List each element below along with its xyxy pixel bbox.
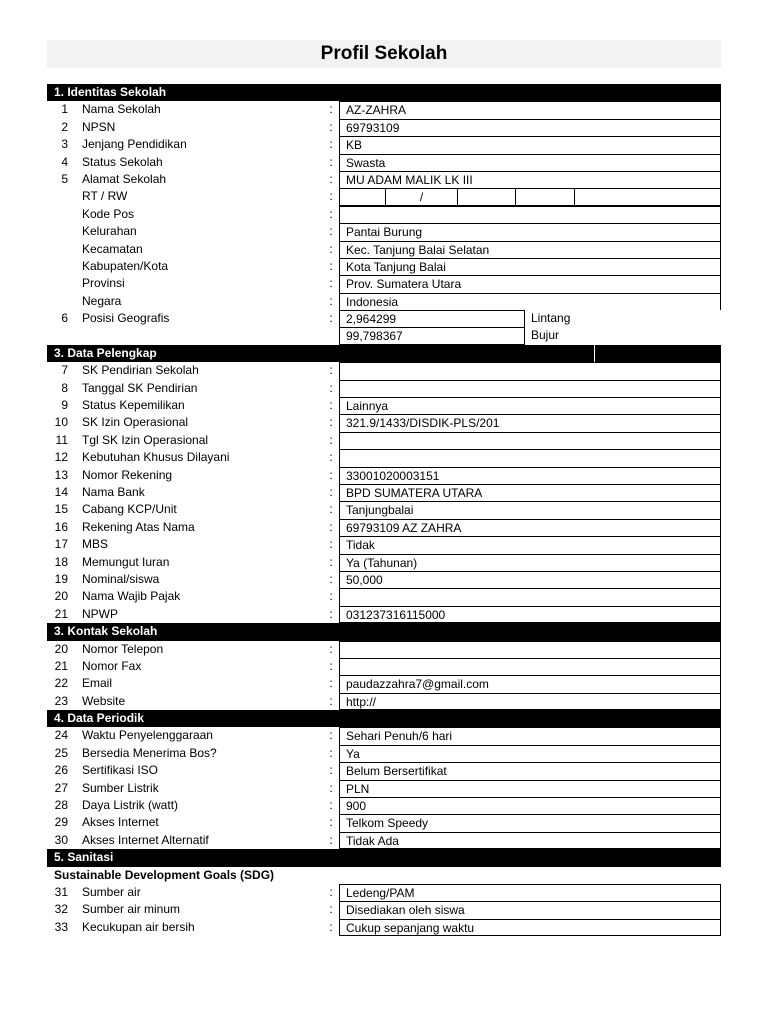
field-separator: : [329, 171, 333, 186]
field-label: Nomor Telepon [82, 641, 164, 656]
field-value [339, 588, 721, 605]
row-number: 21 [54, 658, 68, 673]
field-row [47, 484, 721, 501]
field-value: Indonesia [339, 293, 721, 310]
field-value: 900 [339, 797, 721, 814]
section-title: 3. Kontak Sekolah [54, 624, 158, 639]
field-separator: : [329, 537, 333, 552]
row-number: 30 [54, 832, 68, 847]
field-value: 031237316115000 [339, 606, 721, 623]
field-separator: : [329, 398, 333, 413]
field-value: PLN [339, 780, 721, 797]
field-row [47, 641, 721, 658]
field-row [47, 675, 721, 692]
field-separator: : [329, 432, 333, 447]
field-label: Status Sekolah [82, 154, 163, 169]
rt-rw-cell [515, 188, 574, 205]
field-separator: : [329, 102, 333, 117]
field-value: Ya [339, 745, 721, 762]
section-title: 3. Data Pelengkap [54, 345, 157, 360]
row-number: 27 [54, 780, 68, 795]
field-separator: : [329, 380, 333, 395]
row-end-border [574, 188, 721, 205]
row-number: 12 [54, 450, 68, 465]
field-label: SK Pendirian Sekolah [82, 363, 199, 378]
subheading-text: Sustainable Development Goals (SDG) [54, 867, 275, 882]
field-separator: : [329, 484, 333, 499]
field-value: Kec. Tanjung Balai Selatan [339, 241, 721, 258]
row-number: 20 [54, 589, 68, 604]
field-label: Kecukupan air bersih [82, 919, 195, 934]
field-value: Prov. Sumatera Utara [339, 275, 721, 292]
field-row [47, 519, 721, 536]
field-row [47, 501, 721, 518]
field-label: Email [82, 676, 113, 691]
field-separator: : [329, 206, 333, 221]
field-separator: : [329, 606, 333, 621]
field-row [47, 919, 721, 936]
field-value: Belum Bersertifikat [339, 762, 721, 779]
title-bar [47, 40, 721, 68]
row-number: 16 [54, 519, 68, 534]
field-row [47, 188, 721, 205]
field-label: Kebutuhan Khusus Dilayani [82, 450, 230, 465]
field-label: Status Kepemilikan [82, 398, 185, 413]
field-value: 321.9/1433/DISDIK-PLS/201 [339, 414, 721, 431]
row-number: 26 [54, 763, 68, 778]
profile-table [47, 84, 721, 936]
field-row [47, 432, 721, 449]
row-number: 17 [54, 537, 68, 552]
field-separator: : [329, 311, 333, 326]
field-label: Tanggal SK Pendirian [82, 380, 198, 395]
field-separator: : [329, 258, 333, 273]
field-value [339, 380, 721, 397]
field-separator: : [329, 224, 333, 239]
field-row [47, 536, 721, 553]
section-divider [594, 345, 595, 362]
field-value: Tidak [339, 536, 721, 553]
field-row [47, 223, 721, 240]
field-label: Sertifikasi ISO [82, 763, 159, 778]
field-separator: : [329, 241, 333, 256]
field-label: Nominal/siswa [82, 571, 160, 586]
field-separator: : [329, 276, 333, 291]
field-separator: : [329, 154, 333, 169]
field-separator: : [329, 589, 333, 604]
field-row [47, 241, 721, 258]
field-value: http:// [339, 693, 721, 710]
field-row [47, 119, 721, 136]
field-separator: : [329, 415, 333, 430]
section-title: 5. Sanitasi [54, 850, 114, 865]
field-separator: : [329, 293, 333, 308]
field-value: Pantai Burung [339, 223, 721, 240]
section-title: 4. Data Periodik [54, 711, 145, 726]
row-number: 32 [54, 902, 68, 917]
field-row [47, 362, 721, 379]
field-label: Kelurahan [82, 224, 137, 239]
page-title: Profil Sekolah [320, 43, 448, 64]
row-number: 23 [54, 693, 68, 708]
field-label: Sumber air [82, 884, 141, 899]
field-row [47, 832, 721, 849]
field-separator: : [329, 780, 333, 795]
field-separator: : [329, 745, 333, 760]
field-separator: : [329, 902, 333, 917]
row-number: 14 [54, 484, 68, 499]
field-label: Nama Bank [82, 484, 145, 499]
row-number: 19 [54, 571, 68, 586]
field-row [47, 206, 721, 223]
field-value: Swasta [339, 154, 721, 171]
field-value: Ya (Tahunan) [339, 554, 721, 571]
field-value: 69793109 AZ ZAHRA [339, 519, 721, 536]
field-row [47, 814, 721, 831]
section-header-periodik [47, 710, 721, 727]
field-value [339, 449, 721, 466]
field-value [339, 362, 721, 379]
field-label: SK Izin Operasional [82, 415, 189, 430]
field-separator: : [329, 763, 333, 778]
row-number: 9 [61, 398, 68, 413]
field-separator: : [329, 502, 333, 517]
field-separator: : [329, 832, 333, 847]
row-number: 3 [61, 137, 68, 152]
field-row [47, 745, 721, 762]
field-row [47, 449, 721, 466]
field-separator: : [329, 658, 333, 673]
field-label: Bersedia Menerima Bos? [82, 745, 217, 760]
row-number: 15 [54, 502, 68, 517]
field-separator: : [329, 798, 333, 813]
field-separator: : [329, 189, 333, 204]
field-value: MU ADAM MALIK LK III [339, 171, 721, 188]
field-label: Waktu Penyelenggaraan [82, 728, 213, 743]
field-value: Lainnya [339, 397, 721, 414]
field-value: Tidak Ada [339, 832, 721, 849]
field-row [47, 275, 721, 292]
field-label: Rekening Atas Nama [82, 519, 195, 534]
field-label: Negara [82, 293, 122, 308]
field-label: Nama Wajib Pajak [82, 589, 181, 604]
field-label: NPWP [82, 606, 118, 621]
field-value: 50,000 [339, 571, 721, 588]
field-separator: : [329, 467, 333, 482]
field-row [47, 884, 721, 901]
field-row [47, 380, 721, 397]
field-value: Cukup sepanjang waktu [339, 919, 721, 936]
field-label: Memungut Iuran [82, 554, 170, 569]
row-number: 8 [61, 380, 68, 395]
latitude-label: Lintang [531, 311, 571, 326]
field-value: Telkom Speedy [339, 814, 721, 831]
field-row [47, 901, 721, 918]
field-label: Nomor Rekening [82, 467, 173, 482]
field-row [47, 293, 721, 310]
row-number: 28 [54, 798, 68, 813]
field-row [47, 727, 721, 744]
field-label: Tgl SK Izin Operasional [82, 432, 209, 447]
field-row [47, 467, 721, 484]
field-separator: : [329, 119, 333, 134]
field-separator: : [329, 693, 333, 708]
field-label: Nama Sekolah [82, 102, 161, 117]
field-value: Kota Tanjung Balai [339, 258, 721, 275]
field-separator: : [329, 363, 333, 378]
field-row [47, 762, 721, 779]
field-row-geo-bujur [47, 327, 721, 344]
row-number: 21 [54, 606, 68, 621]
row-number: 18 [54, 554, 68, 569]
section-header-identitas [47, 84, 721, 101]
field-value: Ledeng/PAM [339, 884, 721, 901]
field-value: Tanjungbalai [339, 501, 721, 518]
row-number: 1 [61, 102, 68, 117]
row-number: 5 [61, 171, 68, 186]
row-number: 29 [54, 815, 68, 830]
field-row [47, 693, 721, 710]
field-value: paudazzahra7@gmail.com [339, 675, 721, 692]
field-label: Sumber air minum [82, 902, 181, 917]
row-number: 20 [54, 641, 68, 656]
field-row [47, 554, 721, 571]
row-number: 7 [61, 363, 68, 378]
field-row [47, 414, 721, 431]
rt-rw-cell: / [385, 188, 457, 205]
field-row [47, 171, 721, 188]
sdg-subheading [47, 867, 721, 884]
field-value: KB [339, 136, 721, 153]
field-label: Posisi Geografis [82, 311, 170, 326]
field-label: Daya Listrik (watt) [82, 798, 179, 813]
field-separator: : [329, 815, 333, 830]
field-label: Akses Internet Alternatif [82, 832, 209, 847]
row-number: 4 [61, 154, 68, 169]
field-row [47, 258, 721, 275]
field-label: Kecamatan [82, 241, 143, 256]
row-number: 22 [54, 676, 68, 691]
field-label: Akses Internet [82, 815, 159, 830]
field-label: Cabang KCP/Unit [82, 502, 177, 517]
field-separator: : [329, 919, 333, 934]
field-value: 69793109 [339, 119, 721, 136]
field-separator: : [329, 571, 333, 586]
field-row [47, 571, 721, 588]
section-header-pelengkap [47, 345, 721, 362]
row-number: 25 [54, 745, 68, 760]
field-label: Sumber Listrik [82, 780, 159, 795]
section-header-kontak [47, 623, 721, 640]
field-separator: : [329, 676, 333, 691]
field-separator: : [329, 884, 333, 899]
field-value: 33001020003151 [339, 467, 721, 484]
field-label: NPSN [82, 119, 116, 134]
rt-rw-cell [339, 188, 385, 205]
field-value [339, 206, 721, 223]
row-number: 33 [54, 919, 68, 934]
row-number: 13 [54, 467, 68, 482]
field-separator: : [329, 728, 333, 743]
row-number: 2 [61, 119, 68, 134]
row-number: 31 [54, 884, 68, 899]
field-row [47, 658, 721, 675]
field-label: RT / RW [82, 189, 128, 204]
field-label: MBS [82, 537, 109, 552]
field-label: Alamat Sekolah [82, 171, 167, 186]
field-separator: : [329, 137, 333, 152]
field-row [47, 154, 721, 171]
field-label: Provinsi [82, 276, 125, 291]
field-row [47, 101, 721, 118]
longitude-label: Bujur [531, 328, 560, 343]
longitude-value: 99,798367 [339, 327, 525, 344]
section-title: 1. Identitas Sekolah [54, 85, 167, 99]
field-value [339, 641, 721, 658]
field-separator: : [329, 450, 333, 465]
rt-rw-cell [457, 188, 515, 205]
field-row [47, 797, 721, 814]
field-label: Jenjang Pendidikan [82, 137, 187, 152]
row-number: 24 [54, 728, 68, 743]
field-value: Disediakan oleh siswa [339, 901, 721, 918]
field-row-geo-lintang [47, 310, 721, 327]
field-value: AZ-ZAHRA [339, 101, 721, 118]
field-value [339, 658, 721, 675]
field-label: Website [82, 693, 126, 708]
field-separator: : [329, 519, 333, 534]
latitude-value: 2,964299 [339, 310, 525, 327]
field-value: Sehari Penuh/6 hari [339, 727, 721, 744]
field-row [47, 136, 721, 153]
field-row [47, 588, 721, 605]
field-row [47, 397, 721, 414]
row-number: 10 [54, 415, 68, 430]
section-header-sanitasi [47, 849, 721, 866]
field-label: Nomor Fax [82, 658, 142, 673]
field-row [47, 606, 721, 623]
field-value [339, 432, 721, 449]
field-separator: : [329, 554, 333, 569]
row-number: 6 [61, 311, 68, 326]
field-label: Kabupaten/Kota [82, 258, 169, 273]
row-number: 11 [55, 432, 68, 447]
field-row [47, 780, 721, 797]
field-label: Kode Pos [82, 206, 135, 221]
field-separator: : [329, 641, 333, 656]
field-value: BPD SUMATERA UTARA [339, 484, 721, 501]
